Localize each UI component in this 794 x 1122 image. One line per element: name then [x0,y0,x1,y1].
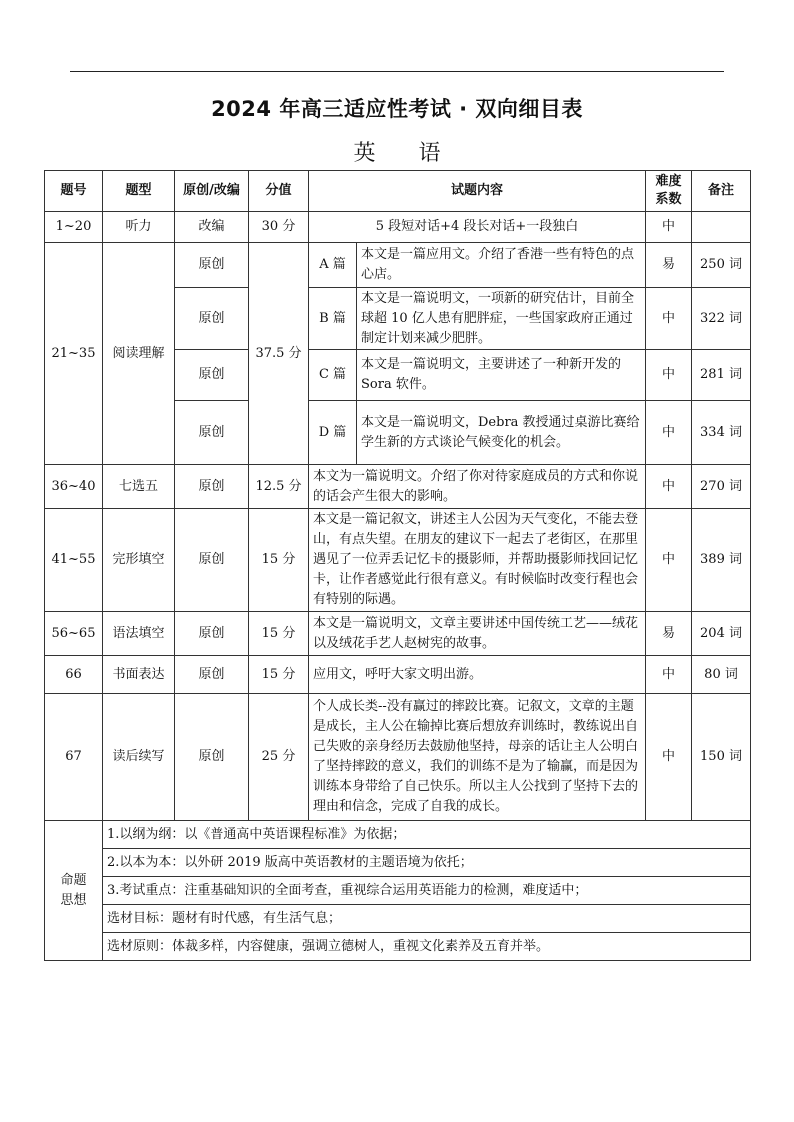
cell-difficulty: 中 [646,656,692,694]
header-difficulty-line1: 难度 [655,174,682,189]
cell-content: 本文是一篇说明文，Debra 教授通过桌游比赛给学生新的方式谈论气候变化的机会。 [357,401,646,465]
cell-origin: 原创 [175,243,249,288]
cell-type: 七选五 [103,465,175,509]
cell-origin: 原创 [175,350,249,401]
cell-remark: 270 词 [692,465,751,509]
cell-content: 本文是一篇说明文，主要讲述了一种新开发的 Sora 软件。 [357,350,646,401]
cell-score: 15 分 [249,612,309,656]
cell-no: 66 [45,656,103,694]
cell-remark: 322 词 [692,288,751,350]
cell-remark [692,212,751,243]
cell-no: 67 [45,694,103,821]
header-remark: 备注 [692,171,751,212]
cell-score: 15 分 [249,509,309,612]
cell-content: 本文为一篇说明文。介绍了你对待家庭成员的方式和你说的话会产生很大的影响。 [309,465,646,509]
cell-no: 41~55 [45,509,103,612]
cell-difficulty: 中 [646,212,692,243]
table-row [45,212,751,243]
cell-difficulty: 中 [646,509,692,612]
page-title: 2024 年高三适应性考试 · 双向细目表 [211,97,583,121]
header-type: 题型 [103,171,175,212]
table-row [45,243,751,288]
cell-no: 21~35 [45,243,103,465]
header-difficulty-line2: 系数 [655,192,682,207]
cell-origin: 原创 [175,509,249,612]
cell-origin: 原创 [175,288,249,350]
cell-type: 听力 [103,212,175,243]
cell-remark: 389 词 [692,509,751,612]
principles-label-line1: 命题 [60,872,87,888]
cell-no: 56~65 [45,612,103,656]
header-origin: 原创/改编 [175,171,249,212]
cell-score: 12.5 分 [249,465,309,509]
cell-difficulty: 中 [646,288,692,350]
principle-item: 选材目标：题材有时代感，有生活气息； [103,905,751,933]
cell-score: 30 分 [249,212,309,243]
cell-difficulty: 中 [646,401,692,465]
cell-remark: 150 词 [692,694,751,821]
cell-passage-label: B 篇 [309,288,357,350]
cell-difficulty: 中 [646,694,692,821]
cell-content: 个人成长类--没有赢过的摔跤比赛。记叙文，文章的主题是成长，主人公在输掉比赛后想放弃训练时，教练说出自己失败的亲身经历去鼓励他坚持，母亲的话让主人公明白了坚持摔跤的意义，我们的训练不是为了输赢，而是因为训练本身带给了自己快乐。所以主人公找到了坚持下去的理由和信念，完成了自我的成长。 [309,694,646,821]
cell-content: 本文是一篇应用文。介绍了香港一些有特色的点心店。 [357,243,646,288]
cell-origin: 原创 [175,656,249,694]
cell-origin: 改编 [175,212,249,243]
header-difficulty [646,171,692,212]
cell-type: 书面表达 [103,656,175,694]
cell-passage-label: A 篇 [309,243,357,288]
cell-remark: 281 词 [692,350,751,401]
cell-score: 37.5 分 [249,243,309,465]
principles-label-line2: 思想 [60,892,87,908]
principle-item: 选材原则：体裁多样，内容健康，强调立德树人，重视文化素养及五育并举。 [103,933,751,961]
cell-no: 36~40 [45,465,103,509]
header-no: 题号 [45,171,103,212]
cell-type: 语法填空 [103,612,175,656]
cell-origin: 原创 [175,612,249,656]
cell-remark: 80 词 [692,656,751,694]
cell-difficulty: 中 [646,465,692,509]
table-row [45,465,751,509]
cell-score: 15 分 [249,656,309,694]
table-row [45,694,751,821]
cell-remark: 334 词 [692,401,751,465]
cell-type: 完形填空 [103,509,175,612]
cell-origin: 原创 [175,465,249,509]
principle-row [45,849,751,877]
header-rule [70,71,724,72]
principle-row [45,905,751,933]
table-row [45,656,751,694]
principle-item: 1.以纲为纲：以《普通高中英语课程标准》为依据； [103,821,751,849]
header-content: 试题内容 [309,171,646,212]
cell-content: 应用文，呼吁大家文明出游。 [309,656,646,694]
cell-content: 5 段短对话+4 段长对话+一段独白 [309,212,646,243]
cell-content: 本文是一篇说明文，一项新的研究估计，目前全球超 10 亿人患有肥胖症，一些国家政府正通过制定计划来减少肥胖。 [357,288,646,350]
principle-row [45,877,751,905]
cell-remark: 250 词 [692,243,751,288]
header-score: 分值 [249,171,309,212]
principles-label [45,821,103,961]
cell-score: 25 分 [249,694,309,821]
cell-remark: 204 词 [692,612,751,656]
cell-content: 本文是一篇说明文，文章主要讲述中国传统工艺——绒花以及绒花手艺人赵树宪的故事。 [309,612,646,656]
subject-title: 英 语 [353,141,459,166]
cell-difficulty: 易 [646,243,692,288]
cell-content: 本文是一篇记叙文，讲述主人公因为天气变化，不能去登山，有点失望。在朋友的建议下一起去了老街区，在那里遇见了一位弄丢记忆卡的摄影师，并帮助摄影师找回记忆卡，让作者感觉此行很有意义。有时候临时改变行程也会有特别的际遇。 [309,509,646,612]
principle-row [45,933,751,961]
table-header-row [45,171,751,212]
cell-no: 1~20 [45,212,103,243]
principle-row [45,821,751,849]
table-row [45,612,751,656]
cell-difficulty: 易 [646,612,692,656]
table-row [45,509,751,612]
cell-difficulty: 中 [646,350,692,401]
principle-item: 2.以本为本：以外研 2019 版高中英语教材的主题语境为依托； [103,849,751,877]
cell-origin: 原创 [175,401,249,465]
spec-table [44,170,751,961]
cell-origin: 原创 [175,694,249,821]
cell-passage-label: C 篇 [309,350,357,401]
principle-item: 3.考试重点：注重基础知识的全面考查，重视综合运用英语能力的检测，难度适中； [103,877,751,905]
cell-passage-label: D 篇 [309,401,357,465]
cell-type: 阅读理解 [103,243,175,465]
cell-type: 读后续写 [103,694,175,821]
